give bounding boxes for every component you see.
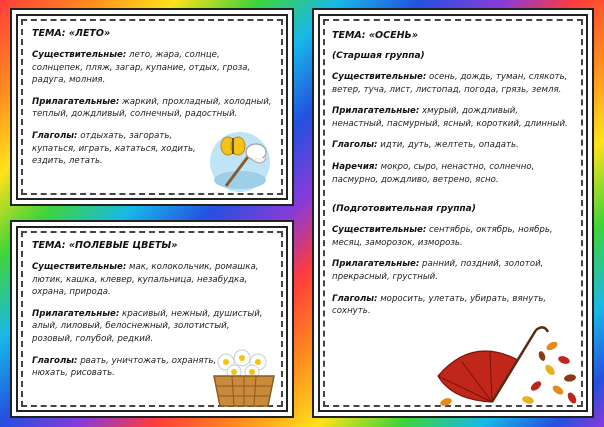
verbs-text: идти, дуть, желтеть, опадать.	[377, 140, 519, 151]
verbs-label: Глаголы:	[32, 355, 78, 366]
adjectives-label: Прилагательные:	[32, 308, 120, 319]
adjectives2-text: ранний, поздний, золотой, прекрасный, грустный.	[332, 259, 544, 282]
adjectives-text: хмурый, дождливый, ненастный, пасмурный, ясный, короткий, длинный.	[332, 106, 568, 129]
verbs2-label: Глаголы:	[332, 293, 378, 304]
nouns-paragraph	[32, 261, 272, 299]
adjectives-text: красивый, нежный, душистый, алый, лиловый, белоснежный, золотистый, розовый, голубой, редкий.	[32, 308, 263, 344]
adjectives2-label: Прилагательные:	[332, 259, 420, 270]
nouns-text: мак, колокольчик, ромашка, лютик, кашка, клевер, купальница, незабудка, охрана, природа.	[32, 262, 259, 298]
card-title: ТЕМА: «ПОЛЕВЫЕ ЦВЕТЫ»	[32, 240, 178, 251]
nouns2-text: сентябрь, октябрь, ноябрь, месяц, заморозок, изморозь.	[332, 225, 553, 248]
card-title: ТЕМА: «ОСЕНЬ»	[332, 30, 418, 41]
butterfly-net-icon	[204, 124, 274, 194]
group-label-senior: (Старшая группа)	[332, 51, 425, 61]
verbs-text: отдыхать, загорать, купаться, играть, кататься, ходить, ездить, летать.	[32, 130, 196, 167]
nouns2-label: Существительные:	[332, 225, 427, 236]
nouns-text: лето, жара, солнце, солнцепек, пляж, загар, купание, отдых, гроза, радуга, молния.	[32, 50, 251, 86]
verbs-label: Глаголы:	[332, 140, 378, 151]
nouns-label: Существительные:	[332, 72, 427, 82]
verbs-text: рвать, уничтожать, охранять, нюхать, рисовать.	[32, 355, 217, 379]
card-osen	[318, 14, 588, 412]
adjectives2-paragraph	[332, 258, 572, 283]
adjectives-paragraph	[332, 105, 572, 130]
adjectives-label: Прилагательные:	[32, 96, 120, 107]
verbs2-text: моросить, улетать, убирать, вянуть, сохнуть.	[332, 293, 547, 317]
adjectives-label: Прилагательные:	[332, 106, 420, 117]
card-leto	[16, 14, 288, 200]
nouns-text: осень, дождь, туман, слякоть, ветер, туча, лист, листопад, погода, грязь, земля.	[332, 72, 568, 95]
verbs2-paragraph	[332, 293, 572, 318]
nouns-label: Существительные:	[32, 262, 127, 272]
adjectives-paragraph	[32, 96, 272, 121]
umbrella-leaves-icon	[432, 316, 582, 408]
adjectives-paragraph	[32, 308, 272, 346]
group-label-preparatory: (Подготовительная группа)	[332, 204, 476, 215]
adverbs-label: Наречия:	[332, 161, 378, 172]
adverbs-text: мокро, сыро, ненастно, солнечно, пасмурно, дождливо, ветрено, ясно.	[332, 161, 535, 185]
adverbs-paragraph	[332, 161, 572, 186]
nouns2-paragraph	[332, 224, 572, 249]
verbs-label: Глаголы:	[32, 130, 78, 141]
nouns-label: Существительные:	[32, 50, 127, 60]
card-polevye-tsvety	[16, 226, 288, 412]
verbs-paragraph	[32, 355, 232, 380]
verbs-paragraph	[32, 130, 217, 168]
nouns-paragraph	[32, 49, 272, 87]
flower-basket-icon	[206, 348, 282, 408]
card-title: ТЕМА: «ЛЕТО»	[32, 28, 111, 39]
nouns-paragraph	[332, 71, 572, 96]
verbs-paragraph	[332, 139, 572, 152]
adjectives-text: жаркий, прохладный, холодный, теплый, дождливый, солнечный, радостный.	[32, 96, 272, 120]
